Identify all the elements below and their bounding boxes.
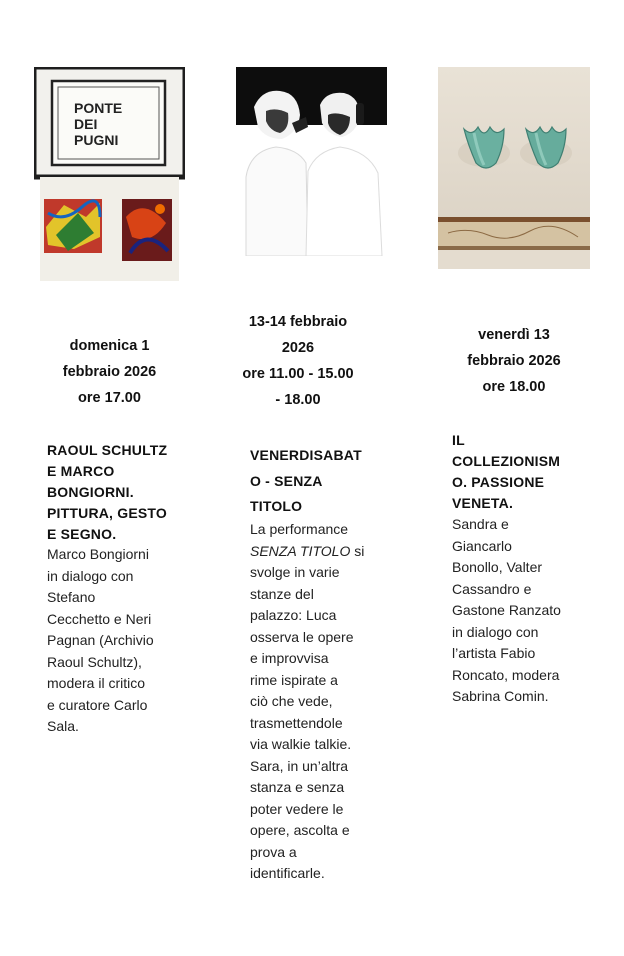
event-1-description-line: Cecchetto e Neri	[47, 610, 152, 627]
event-2-title	[250, 443, 380, 520]
event-2-description-line: via walkie talkie.	[250, 736, 352, 752]
event-3-image	[438, 67, 590, 269]
event-2-description-line: Sara, in un’altra	[250, 757, 349, 774]
event-2-photo	[236, 67, 387, 256]
event-1-date-line: domenica 1	[69, 338, 150, 354]
event-2-description-line: trasmettendole	[250, 714, 343, 731]
event-2-description-fragment: si	[350, 542, 365, 559]
event-1-description-line: e curatore Carlo	[47, 696, 148, 713]
event-2-description-line: stanza e senza	[250, 779, 345, 795]
event-2-description-line: rime ispirate a	[250, 671, 338, 688]
event-1-title-line: BONGIORNI.	[47, 484, 134, 500]
event-3-date-line: venerdì 13	[478, 327, 550, 343]
event-3-date	[448, 322, 580, 400]
event-2-date	[234, 309, 362, 413]
event-3-description	[452, 514, 592, 708]
event-1-title-line: PITTURA, GESTO	[47, 505, 167, 521]
event-3-description-line: Roncato, modera	[452, 666, 560, 683]
event-3-description-line: Sabrina Comin.	[452, 688, 549, 704]
event-3-title-line: O. PASSIONE	[452, 474, 545, 490]
event-3-description-line: Gastone Ranzato	[452, 602, 561, 618]
event-1-title-line: RAOUL SCHULTZ	[47, 442, 168, 458]
event-2-description-line: palazzo: Luca	[250, 607, 337, 623]
event-2-description-line: osserva le opere	[250, 628, 354, 645]
event-2-description-line: e improvvisa	[250, 650, 329, 666]
event-2-description-line: opere, ascolta e	[250, 822, 350, 838]
event-1-description-line: Sala.	[47, 718, 79, 734]
event-2-image	[236, 67, 387, 256]
event-2-italic-title: SENZA TITOLO	[250, 542, 351, 559]
event-3-title-line: VENETA.	[452, 495, 514, 511]
event-2-description-line	[250, 541, 385, 563]
event-2-description-line: stanze del	[250, 585, 314, 602]
event-1-description-line: modera il critico	[47, 675, 146, 691]
event-1-title-line: E MARCO	[47, 463, 115, 479]
event-2-date-line: 2026	[281, 340, 315, 356]
artwork-text-line-3: PUGNI	[74, 132, 119, 148]
event-1-date-line: ore 17.00	[78, 390, 141, 406]
event-2-date-line: ore 11.00 - 15.00	[242, 366, 354, 382]
event-3-description-line: Giancarlo	[452, 537, 512, 554]
event-2-description-line: La performance	[250, 521, 349, 537]
event-3-description-line: Cassandro e	[452, 580, 532, 597]
event-3-description-line: Sandra e	[452, 516, 509, 532]
artwork-text-line-2: DEI	[74, 116, 98, 132]
event-3-description-line: in dialogo con	[452, 623, 539, 640]
event-1-title-line: E SEGNO.	[47, 526, 117, 542]
event-1-date-line: febbraio 2026	[62, 364, 157, 380]
event-3-title-line: COLLEZIONISM	[452, 453, 561, 469]
event-2-date-line: 13-14 febbraio	[248, 314, 348, 330]
artwork-text-line-1: PONTE	[74, 100, 123, 116]
event-3-title	[452, 430, 582, 514]
event-1-title	[47, 440, 187, 545]
event-1-image	[34, 67, 185, 281]
event-2-description-line: poter vedere le	[250, 800, 344, 817]
event-2-description-line: identificarle.	[250, 865, 325, 881]
event-1-description-line: Stefano	[47, 589, 96, 605]
event-2-title-line: O - SENZA	[250, 472, 323, 489]
event-1-description-line: Marco Bongiorni	[47, 546, 149, 562]
event-1-artwork	[34, 67, 185, 281]
event-1-date	[34, 333, 185, 411]
event-3-description-line: l’artista Fabio	[452, 645, 536, 661]
event-2-description-line: ciò che vede,	[250, 693, 333, 709]
event-3-photo	[438, 67, 590, 269]
event-3-description-line: Bonollo, Valter	[452, 559, 543, 575]
event-1-description-line: Raoul Schultz),	[47, 653, 142, 670]
event-2-description	[250, 519, 385, 885]
event-2-description-line: prova a	[250, 843, 297, 860]
event-3-date-line: ore 18.00	[482, 379, 546, 395]
event-1-description-line: Pagnan (Archivio	[47, 632, 154, 648]
event-1-description-line: in dialogo con	[47, 567, 134, 584]
event-3-date-line: febbraio 2026	[467, 353, 561, 369]
event-3-title-line: IL	[452, 432, 465, 448]
event-2-date-line: - 18.00	[275, 392, 321, 408]
event-2-description-line: svolge in varie	[250, 564, 340, 580]
event-1-description	[47, 544, 187, 738]
event-2-title-line: VENERDISABAT	[250, 447, 362, 463]
event-2-title-line: TITOLO	[250, 498, 303, 514]
